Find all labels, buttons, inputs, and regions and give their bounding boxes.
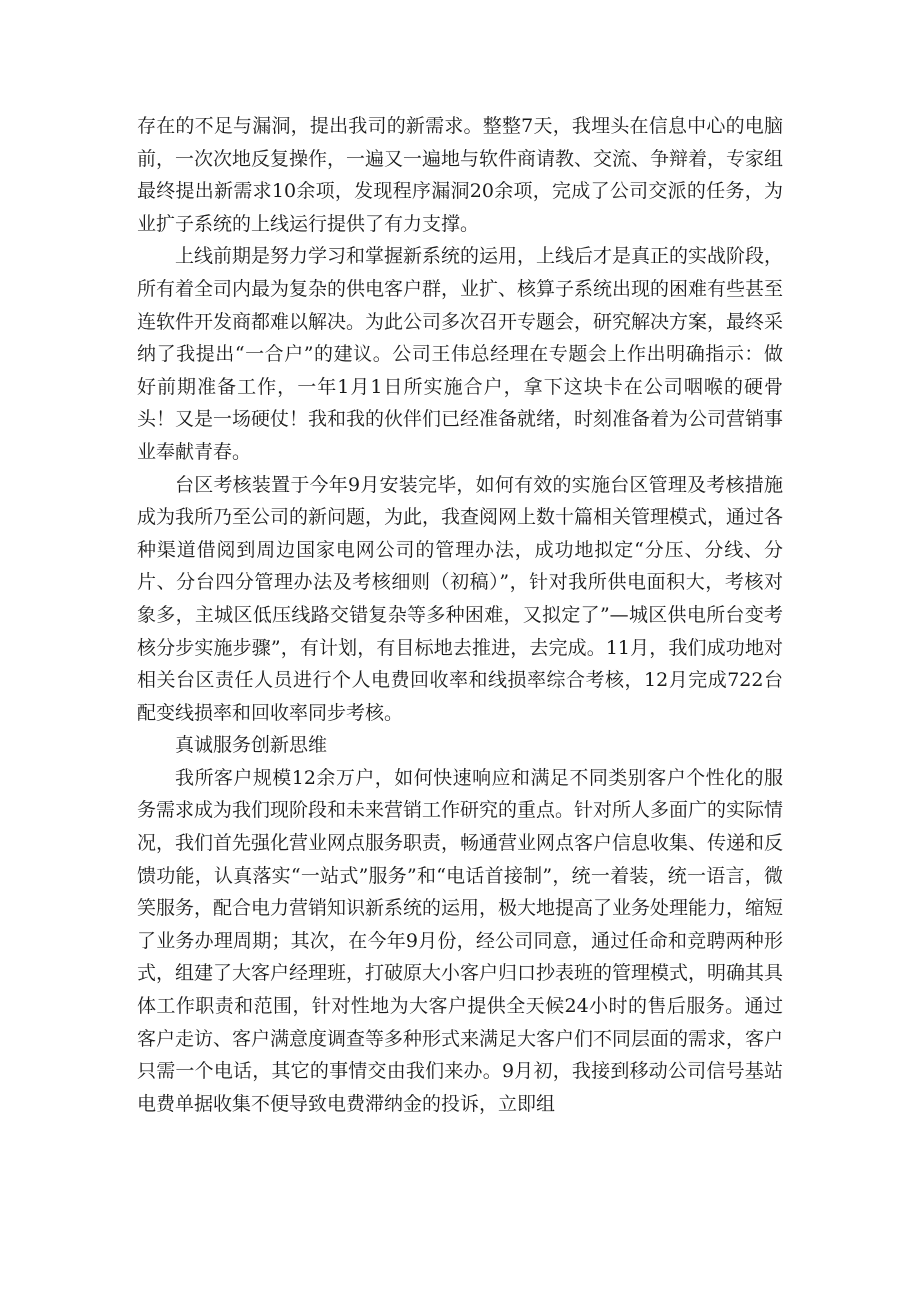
paragraph-system-launch: 上线前期是努力学习和掌握新系统的运用，上线后才是真正的实战阶段，所有着全司内最为复杂的供电客户群，业扩、核算子系统出现的困难有些甚至连软件开发商都难以解决。为此公司多次召开专题会，研究解决方案，最终采纳了我提出“一合户”的建议。公司王伟总经理在专题会上作出明确指示：做好前期准备工作，一年1月1日所实施合户，拿下这块卡在公司咽喉的硬骨头！又是一场硬仗！我和我的伙伴们已经准备就绪，时刻准备着为公司营销事业奉献青春。: [137, 245, 784, 463]
section-heading: 真诚服务创新思维: [175, 734, 328, 757]
paragraph-customer-service: 我所客户规模12余万户，如何快速响应和满足不同类别客户个性化的服务需求成为我们现阶段和未来营销工作研究的重点。针对所人多面广的实际情况，我们首先强化营业网点服务职责，畅通营业网点客户信息收集、传递和反馈功能，认真落实“一站式”服务”和“电话首接制”，统一着装，统一语言，微笑服务，配合电力营销知识新系统的运用，极大地提高了业务处理能力，缩短了业务办理周期；其次，在今年9月份，经公司同意，通过任命和竞聘两种形式，组建了大客户经理班，打破原大小客户归口抄表班的管理模式，明确其具体工作职责和范围，针对性地为大客户提供全天候24小时的售后服务。通过客户走访、客户满意度调查等多种形式来满足大客户们不同层面的需求，客户只需一个电话，其它的事情交由我们来办。9月初，我接到移动公司信号基站电费单据收集不便导致电费滞纳金的投诉，立即组: [137, 766, 784, 1115]
paragraph-continuation: 存在的不足与漏洞，提出我司的新需求。整整7天，我埋头在信息中心的电脑前，一次次地反复操作，一遍又一遍地与软件商请教、交流、争辩着，专家组最终提出新需求10余项，发现程序漏洞20余项，完成了公司交派的任务，为业扩子系统的上线运行提供了有力支撑。: [137, 115, 784, 235]
document-page: [137, 110, 783, 1120]
paragraph-district-assessment: 台区考核装置于今年9月安装完毕，如何有效的实施台区管理及考核措施成为我所乃至公司的新问题，为此，我查阅网上数十篇相关管理模式，通过各种渠道借阅到周边国家电网公司的管理办法，成功地拟定“分压、分线、分片、分台四分管理办法及考核细则（初稿）”，针对我所供电面积大，考核对象多，主城区低压线路交错复杂等多种困难，又拟定了”—城区供电所台变考核分步实施步骤”，有计划，有目标地去推进，去完成。11月，我们成功地对相关台区责任人员进行个人电费回收率和线损率综合考核，12月完成722台配变线损率和回收率同步考核。: [137, 473, 784, 724]
